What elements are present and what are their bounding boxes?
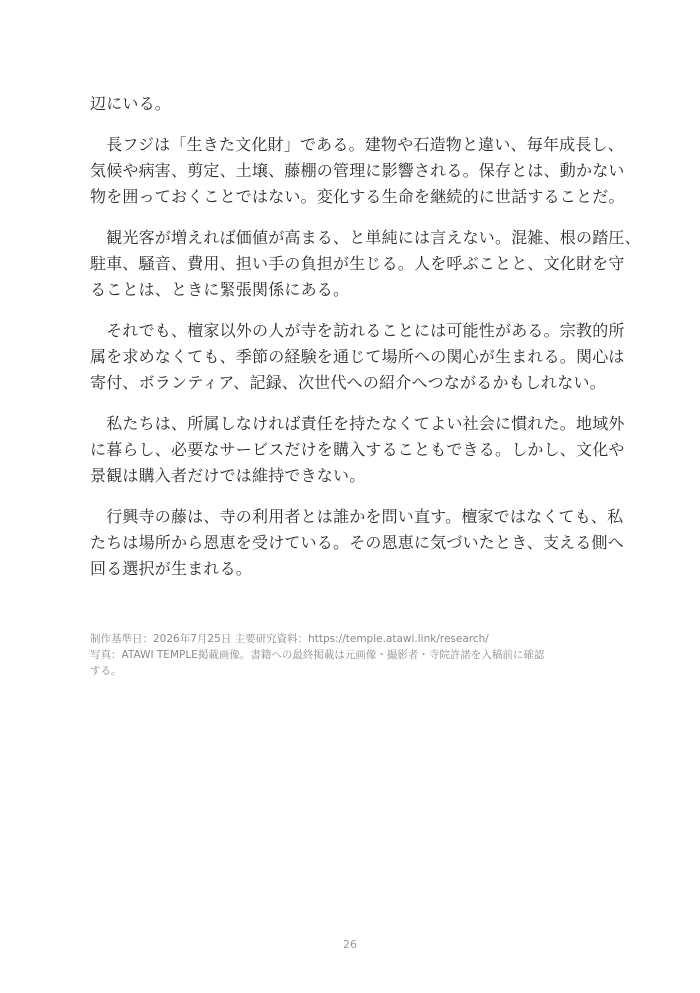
paragraph-5 bbox=[90, 411, 625, 489]
paragraph-3 bbox=[90, 225, 641, 303]
text-line: 駐車、騒音、費用、担い手の負担が生じる。人を呼ぶことと、文化財を守 bbox=[90, 254, 625, 273]
text-line: 気候や病害、剪定、土壌、藤棚の管理に影響される。保存とは、動かない bbox=[90, 161, 625, 180]
footnote-line: する。 bbox=[90, 665, 122, 677]
paragraph-2 bbox=[90, 132, 625, 210]
paragraph-4 bbox=[90, 318, 625, 396]
text-line: 景観は購入者だけでは維持できない。 bbox=[90, 466, 366, 485]
text-line: 長フジは「生きた文化財」である。建物や石造物と違い、毎年成長し、 bbox=[90, 135, 624, 154]
paragraph-6 bbox=[90, 504, 624, 582]
text-line: 辺にいる。 bbox=[90, 94, 172, 113]
text-line: 観光客が増えれば価値が高まる、と単純には言えない。混雑、根の踏圧、 bbox=[90, 228, 641, 247]
text-line: 寄付、ボランティア、記録、次世代への紹介へつながるかもしれない。 bbox=[90, 373, 606, 392]
text-line: 行興寺の藤は、寺の利用者とは誰かを問い直す。檀家ではなくても、私 bbox=[90, 507, 624, 526]
text-line: 属を求めなくても、季節の経験を通じて場所への関心が生まれる。関心は bbox=[90, 347, 625, 366]
text-line: たちは場所から恩恵を受けている。その恩恵に気づいたとき、支える側へ bbox=[90, 533, 624, 552]
footnote-line: 制作基準日：2026年7月25日 主要研究資料：https://temple.atawi.link/research/ bbox=[90, 633, 489, 645]
text-line: ることは、ときに緊張関係にある。 bbox=[90, 280, 350, 299]
footnote-line: 写真：ATAWI TEMPLE掲載画像。書籍への最終掲載は元画像・撮影者・寺院許諾を入稿前に確認 bbox=[90, 649, 545, 661]
text-line: 私たちは、所属しなければ責任を持たなくてよい社会に慣れた。地域外 bbox=[90, 414, 625, 433]
page-number: 26 bbox=[343, 938, 357, 951]
footnote bbox=[90, 631, 610, 679]
body-text bbox=[90, 91, 641, 597]
text-line: それでも、檀家以外の人が寺を訪れることには可能性がある。宗教的所 bbox=[90, 321, 625, 340]
text-line: 回る選択が生まれる。 bbox=[90, 559, 253, 578]
text-line: 物を囲っておくことではない。変化する生命を継続的に世話することだ。 bbox=[90, 187, 625, 206]
paragraph-1 bbox=[90, 91, 620, 117]
text-line: に暮らし、必要なサービスだけを購入することもできる。しかし、文化や bbox=[90, 440, 625, 459]
